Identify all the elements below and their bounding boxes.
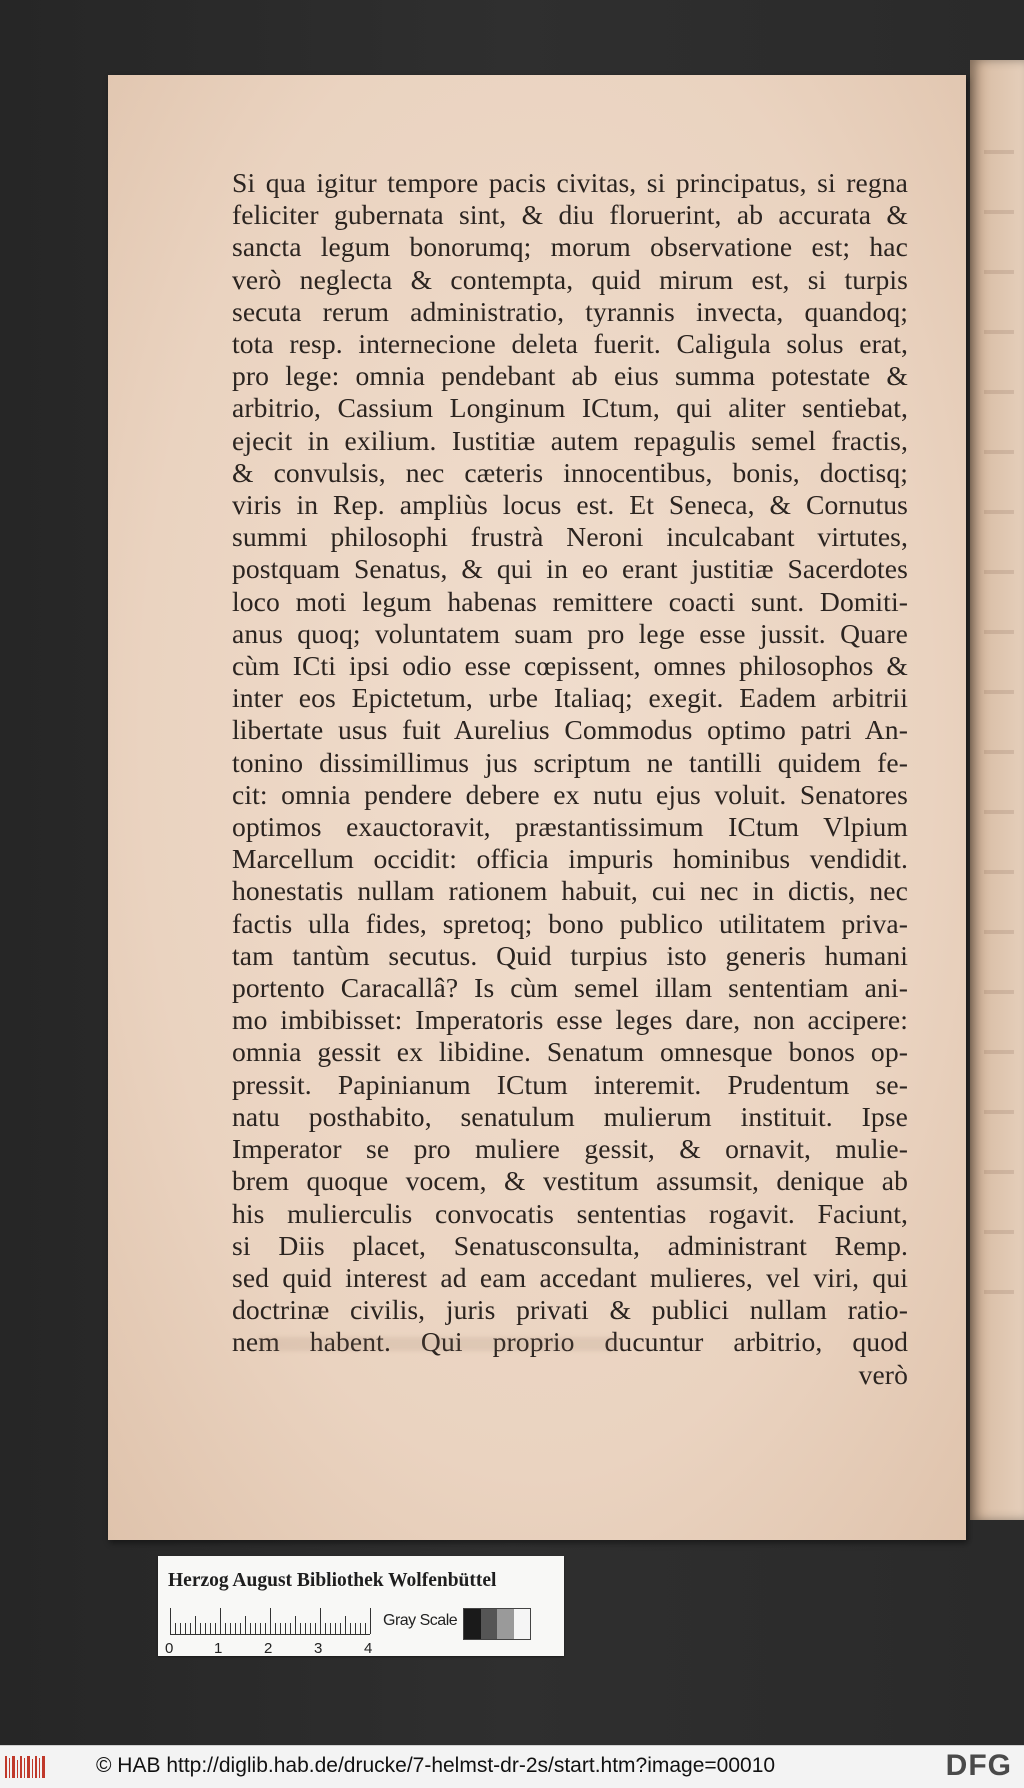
ruler-tick [220,1608,221,1634]
ruler-tick [310,1623,311,1634]
ruler-tick [170,1608,171,1634]
ruler-tick [325,1623,326,1634]
scale-ruler [170,1608,370,1635]
ruler-tick [235,1623,236,1634]
ruler-tick [315,1623,316,1634]
text-line: verò neglecta & contempta, quid mirum est, si turpis [232,263,908,295]
ruler-tick [200,1623,201,1634]
bleed-through-shadow [258,1337,618,1351]
ruler-tick [260,1623,261,1634]
text-line: nem habent. Qui proprio ducuntur arbitrio, quod [232,1326,908,1358]
book-page [108,75,966,1540]
text-line: honestatis nullam rationem habuit, cui nec in dictis, nec [232,875,908,907]
ruler-tick [300,1623,301,1634]
dfg-logo: DFG [945,1749,1012,1782]
ruler-tick [215,1623,216,1634]
text-line: sancta legum bonorumq; morum observatione est; hac [232,231,908,263]
ruler-number: 4 [364,1640,373,1657]
text-line: tota resp. internecione deleta fuerit. Caligula solus erat, [232,328,908,360]
text-line: tonino dissimillimus jus scriptum ne tantilli quidem fe- [232,746,908,778]
ruler-tick [330,1623,331,1634]
ruler-tick [225,1623,226,1634]
ruler-tick [345,1616,346,1634]
gray-swatch [514,1609,531,1639]
gray-swatch [481,1609,498,1639]
text-line: ejecit in exilium. Iustitiæ autem repagulis semel fractis, [232,424,908,456]
text-line: optimos exauctoravit, præstantissimum ICtum Vlpium [232,811,908,843]
text-line: inter eos Epictetum, urbe Italiaq; exegit. Eadem arbitrii [232,682,908,714]
ruler-tick [205,1623,206,1634]
ruler-tick [355,1623,356,1634]
ruler-tick [255,1623,256,1634]
ruler-tick [295,1616,296,1634]
ruler-tick [285,1623,286,1634]
text-line: feliciter gubernata sint, & diu floruerint, ab accurata & [232,199,908,231]
ruler-tick [175,1623,176,1634]
text-line: secuta rerum administratio, tyrannis invecta, quandoq; [232,295,908,327]
text-line: arbitrio, Cassium Longinum ICtum, qui aliter sentiebat, [232,392,908,424]
text-line: postquam Senatus, & qui in eo erant justitiæ Sacerdotes [232,553,908,585]
ruler-tick [290,1623,291,1634]
text-line: anus quoq; voluntatem suam pro lege esse jussit. Quare [232,617,908,649]
text-line: brem quoque vocem, & vestitum assumsit, denique ab [232,1165,908,1197]
color-calibration-card [158,1556,564,1656]
ruler-tick [190,1623,191,1634]
ruler-tick [340,1623,341,1634]
text-line: summi philosophi frustrà Neroni inculcabant virtutes, [232,521,908,553]
ruler-tick [275,1623,276,1634]
ruler-number: 3 [314,1640,323,1657]
text-line: pressit. Papinianum ICtum interemit. Prudentum se- [232,1068,908,1100]
text-line: doctrinæ civilis, juris privati & publici nullam ratio- [232,1294,908,1326]
ruler-tick [265,1623,266,1634]
text-line: mo imbibisset: Imperatoris esse leges dare, non accipere: [232,1004,908,1036]
text-line: factis ulla fides, spretoq; bono publico utilitatem priva- [232,907,908,939]
gray-scale-label: Gray Scale [383,1612,458,1629]
ruler-tick [180,1623,181,1634]
ruler-tick [280,1623,281,1634]
ruler-number: 0 [165,1640,174,1657]
ruler-tick [335,1623,336,1634]
ruler-tick [370,1608,371,1634]
text-line: natu posthabito, senatulum mulierum instituit. Ipse [232,1100,908,1132]
footer-bar [0,1745,1024,1788]
ruler-tick [245,1616,246,1634]
catchword: verò [858,1358,908,1390]
page-text-block [232,167,908,1391]
text-line: tam tantùm secutus. Quid turpius isto generis humani [232,939,908,971]
card-title: Herzog August Bibliothek Wolfenbüttel [168,1570,497,1591]
gray-swatch [497,1609,514,1639]
source-url[interactable]: © HAB http://diglib.hab.de/drucke/7-helmst-dr-2s/start.htm?image=00010 [96,1754,776,1777]
text-line: sed quid interest ad eam accedant mulieres, vel viri, qui [232,1261,908,1293]
gray-swatches [463,1608,531,1640]
ruler-number: 2 [264,1640,273,1657]
ruler-tick [350,1623,351,1634]
text-line: portento Caracallâ? Is cùm semel illam sententiam ani- [232,972,908,1004]
text-line: pro lege: omnia pendebant ab eius summa potestate & [232,360,908,392]
ruler-tick [320,1608,321,1634]
text-line: omnia gessit ex libidine. Senatum omnesque bonos op- [232,1036,908,1068]
text-line: Marcellum occidit: officia impuris hominibus vendidit. [232,843,908,875]
text-line: cit: omnia pendere debere ex nutu ejus voluit. Senatores [232,778,908,810]
ruler-tick [250,1623,251,1634]
text-line: libertate usus fuit Aurelius Commodus optimo patri An- [232,714,908,746]
ruler-tick [270,1608,271,1634]
ruler-number: 1 [214,1640,223,1657]
text-line: loco moti legum habenas remittere coacti sunt. Domiti- [232,585,908,617]
ruler-tick [240,1623,241,1634]
ruler-tick [360,1623,361,1634]
ruler-tick [210,1623,211,1634]
ruler-tick [195,1616,196,1634]
text-line: cùm ICti ipsi odio esse cœpissent, omnes philosophos & [232,650,908,682]
text-line: viris in Rep. ampliùs locus est. Et Seneca, & Cornutus [232,489,908,521]
barcode-logo-icon [4,1754,48,1780]
ruler-tick [185,1623,186,1634]
ruler-tick [230,1623,231,1634]
adjacent-page-edge [970,60,1024,1520]
gray-swatch [464,1609,481,1639]
text-line: Si qua igitur tempore pacis civitas, si principatus, si regna [232,167,908,198]
ruler-tick [305,1623,306,1634]
text-line: si Diis placet, Senatusconsulta, administrant Remp. [232,1229,908,1261]
text-line: his mulierculis convocatis sententias rogavit. Faciunt, [232,1197,908,1229]
text-line: Imperator se pro muliere gessit, & ornavit, mulie- [232,1133,908,1165]
text-line: & convulsis, nec cæteris innocentibus, bonis, doctisq; [232,456,908,488]
ruler-tick [365,1623,366,1634]
